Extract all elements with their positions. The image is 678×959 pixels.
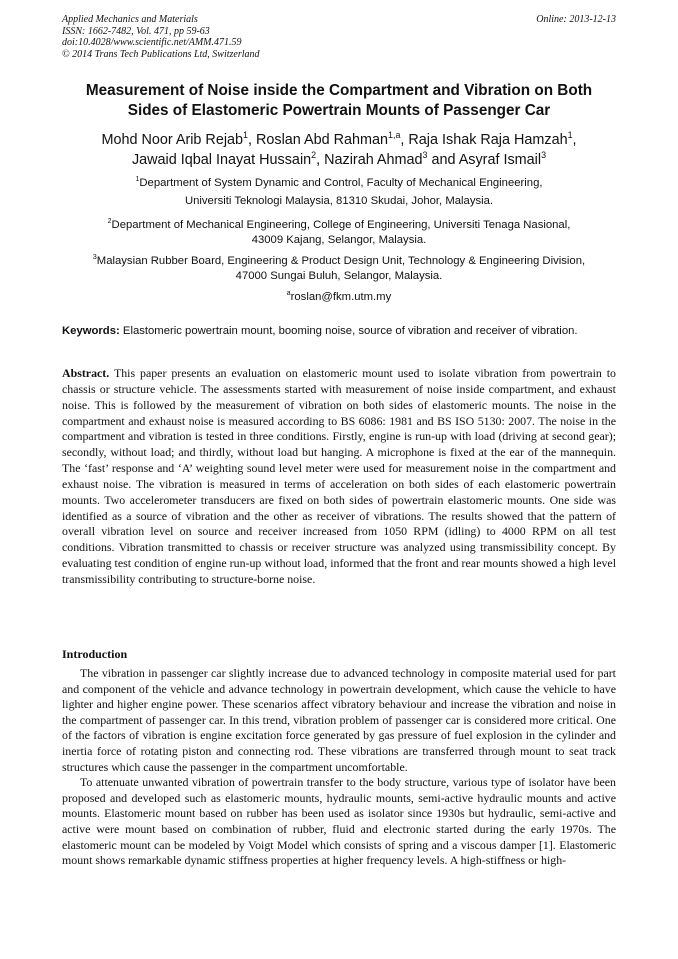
doi-line: doi:10.4028/www.scientific.net/AMM.471.59	[62, 37, 242, 48]
author-affiliation-mark: 3	[422, 150, 428, 161]
affiliation-line: Department of System Dynamic and Control, Faculty of Mechanical Engineering,	[139, 177, 543, 189]
author-separator: and	[427, 152, 459, 168]
paragraph: The vibration in passenger car slightly increase due to advanced technology in composite material used for part and component of the vehicle and advance technology in powertrain development, which cause the vehicle to have lighter and higher engine power. These scenarios affect vibratory behaviour and increase the vibration and noise in the compartment of passenger car. In this trend, vibration problem of passenger car is considered more critical. One of the factors of vibration is engine excitation force generated by gas pressure of fuel explosion in the cylinder and inertia force of rotating piston and connecting rod. These vibrations are transferred through mount to seat track structures which cause the passenger in the compartment uncomfortable.	[62, 666, 616, 774]
affiliation-line: 47000 Sungai Buluh, Selangor, Malaysia.	[235, 270, 443, 282]
introduction-body	[62, 666, 616, 869]
abstract	[62, 366, 616, 588]
title-line-2: Sides of Elastomeric Powertrain Mounts of Passenger Car	[127, 102, 551, 119]
author-list	[40, 130, 638, 170]
keywords-label: Keywords:	[62, 325, 120, 337]
corresponding-email	[40, 288, 638, 306]
author-name: Asyraf Ismail	[458, 152, 542, 168]
author-affiliation-mark: 3	[541, 150, 547, 161]
affiliation-2	[40, 218, 638, 248]
affiliation-line: Malaysian Rubber Board, Engineering & Product Design Unit, Technology & Engineering Division,	[96, 255, 586, 267]
affiliation-mark: 2	[107, 218, 112, 226]
author-separator: ,	[316, 152, 325, 168]
author-affiliation-mark: 2	[311, 150, 317, 161]
keywords-text: Elastomeric powertrain mount, booming noise, source of vibration and receiver of vibration.	[122, 325, 578, 337]
affiliation-3	[40, 254, 638, 284]
affiliation-line: Department of Mechanical Engineering, College of Engineering, Universiti Tenaga Nasional,	[111, 219, 571, 231]
online-date: Online: 2013-12-13	[536, 14, 616, 25]
author-name: Mohd Noor Arib Rejab	[101, 132, 244, 148]
affiliation-line: Universiti Teknologi Malaysia, 81310 Skudai, Johor, Malaysia.	[184, 195, 494, 207]
affiliation-1	[40, 174, 638, 210]
author-affiliation-mark: 1	[243, 130, 249, 141]
title-line-1: Measurement of Noise inside the Compartment and Vibration on Both	[85, 82, 593, 99]
email-address: roslan@fkm.utm.my	[290, 291, 392, 303]
email-mark: a	[286, 290, 291, 298]
section-heading-introduction: Introduction	[62, 647, 128, 661]
affiliation-line: 43009 Kajang, Selangor, Malaysia.	[251, 234, 427, 246]
paragraph: To attenuate unwanted vibration of powertrain transfer to the body structure, various type of isolator have been proposed and developed such as elastomeric mounts, hydraulic mounts, semi-active hydraulic mounts and active mounts. Elastomeric mount based on rubber has been used as isolator since 1930s but hydraulic, semi-active and active were mount based on combination of rubber, fluid and electronic started during the early 1970s. The elastomeric mount can be modeled by Voigt Model which consists of spring and a viscous damper [1]. Elastomeric mount shows remarkable dynamic stiffness properties at higher frequency levels. A high-stiffness or high-	[62, 775, 616, 868]
affiliation-mark: 1	[135, 176, 140, 184]
keywords	[62, 324, 616, 338]
author-name: Jawaid Iqbal Inayat Hussain	[131, 152, 312, 168]
author-affiliation-mark: 1	[567, 130, 573, 141]
copyright-line: © 2014 Trans Tech Publications Ltd, Switzerland	[62, 48, 260, 60]
journal-name: Applied Mechanics and Materials	[62, 14, 198, 25]
paper-title	[40, 81, 638, 121]
author-line-1	[40, 130, 638, 150]
abstract-label: Abstract.	[62, 366, 110, 380]
issn-line: ISSN: 1662-7482, Vol. 471, pp 59-63	[62, 25, 210, 37]
author-separator: ,	[248, 132, 257, 148]
author-name: Raja Ishak Raja Hamzah	[408, 132, 568, 148]
author-separator: ,	[572, 132, 577, 148]
journal-header	[62, 14, 616, 60]
author-separator: ,	[400, 132, 409, 148]
abstract-text: This paper presents an evaluation on elastomeric mount used to isolate vibration from powertrain to chassis or structure vehicle. The assessments started with measurement of noise inside compartment, and exhaust noise. This is followed by the measurement of vibration on both sides of elastomeric mounts. The noise in the compartment and exhaust noise is measured according to BS 6086: 1981 and BS ISO 5130: 2007. The noise in the compartment and vibration is tested in three conditions. Firstly, engine is run-up with load (driving at second gear); secondly, without load; and thirdly, without load but hanging. A microphone is fixed at the ear of the mannequin. The ‘fast’ response and ‘A’ weighting sound level meter were used for measurement noise in the compartment and exhaust noise. The vibration is measured in terms of acceleration on both sides of each elastomeric powertrain mounts. Two accelerometer transducers are fixed on both sides of powertrain elastomeric mounts. One side was identified as a source of vibration and the other as receiver of vibrations. The results showed that the pattern of overall vibration level on source and receiver increased from 1050 RPM (idling) to 4000 RPM on all test conditions. Vibration transmitted to chassis or receiver structure was analyzed using transmissibility concept. By evaluating test condition of engine run-up without load, informed that the front and rear mounts showed a high level transmissibility contributing to structure-borne noise.	[62, 366, 616, 586]
author-line-2	[40, 150, 638, 170]
author-name: Nazirah Ahmad	[324, 152, 423, 168]
affiliation-mark: 3	[92, 254, 97, 262]
author-affiliation-mark: 1,a	[388, 130, 401, 141]
author-name: Roslan Abd Rahman	[256, 132, 389, 148]
